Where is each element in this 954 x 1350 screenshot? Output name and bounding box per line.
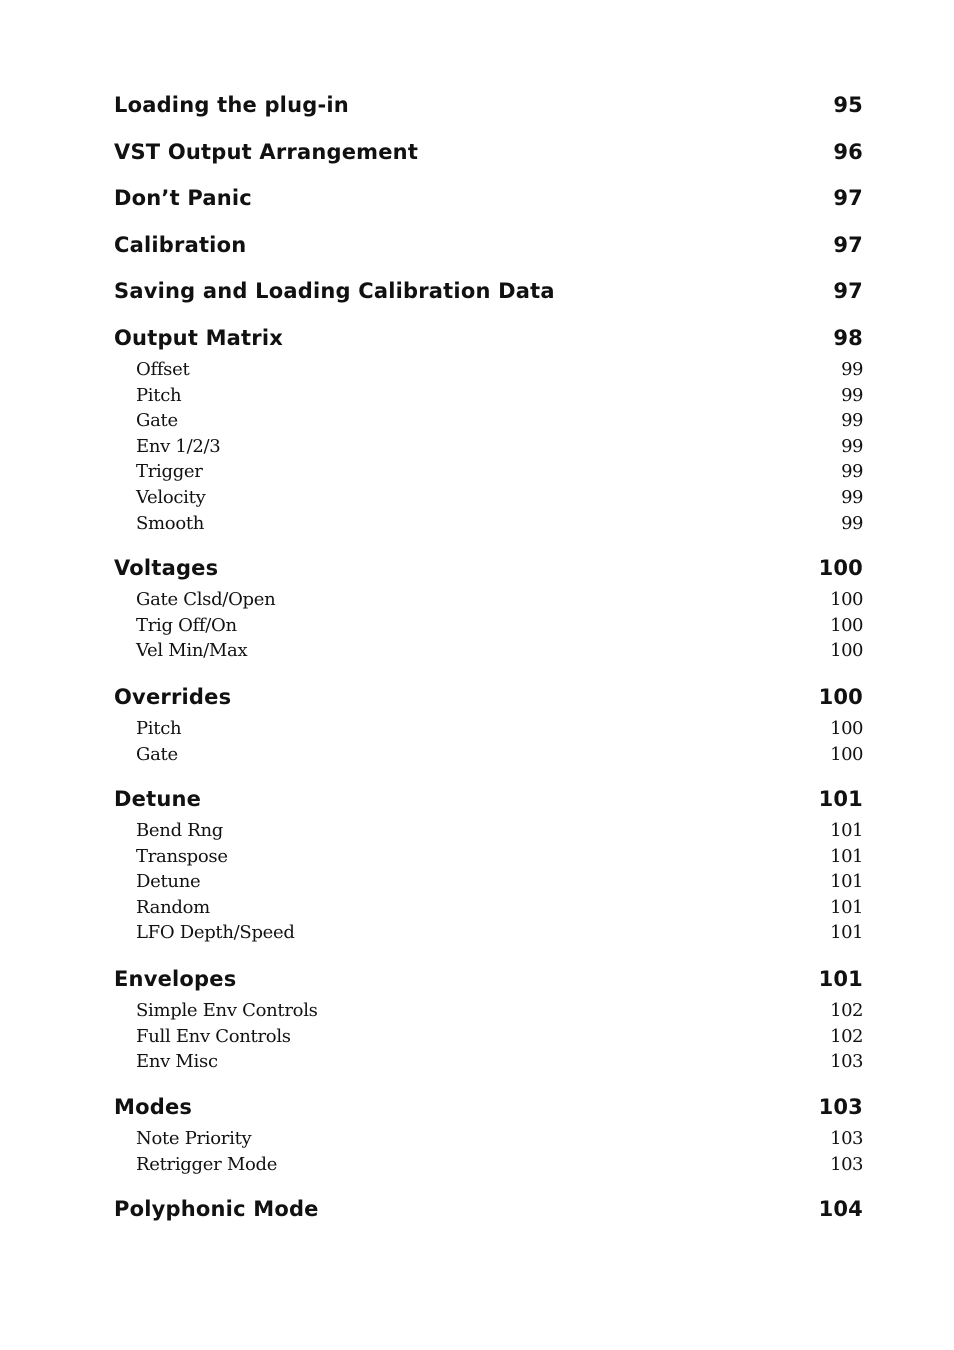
toc-entry-page-number: 100 — [830, 640, 863, 662]
toc-entry-title: Vel Min/Max — [136, 640, 248, 662]
toc-entry-page-number: 100 — [830, 718, 863, 739]
toc-entry-title: Full Env Controls — [136, 1025, 291, 1047]
toc-section-page-number: 103 — [818, 1095, 863, 1119]
toc-section[interactable] — [114, 276, 863, 306]
toc-section-page-number: 100 — [818, 556, 863, 580]
toc-entry[interactable] — [114, 895, 863, 921]
toc-entry-title: Env Misc — [136, 1051, 218, 1073]
toc-section-title: Don’t Panic — [114, 186, 252, 210]
toc-section-page-number: 101 — [818, 967, 863, 991]
toc-entry[interactable] — [114, 716, 863, 742]
toc-entry-page-number: 99 — [841, 461, 863, 483]
toc-entry[interactable] — [114, 511, 863, 537]
toc-entry[interactable] — [114, 869, 863, 895]
toc-entry-page-number: 101 — [830, 922, 863, 944]
toc-entry[interactable] — [114, 1049, 863, 1075]
toc-entry-page-number: 101 — [830, 820, 863, 841]
toc-entry-title: Pitch — [136, 718, 182, 739]
toc-entry[interactable] — [114, 587, 863, 613]
toc-section-page-number: 104 — [818, 1197, 863, 1221]
toc-section-page-number: 97 — [833, 186, 863, 210]
toc-entry[interactable] — [114, 818, 863, 844]
toc-section-page-number: 98 — [833, 326, 863, 350]
toc-entry-title: LFO Depth/Speed — [136, 922, 295, 944]
toc-entry[interactable] — [114, 613, 863, 639]
toc-entry-page-number: 103 — [830, 1128, 863, 1149]
toc-section-page-number: 96 — [833, 140, 863, 164]
toc-section-title: Envelopes — [114, 967, 237, 991]
toc-section-title: Calibration — [114, 233, 247, 257]
toc-entry[interactable] — [114, 1126, 863, 1152]
toc-section[interactable] — [114, 137, 863, 167]
toc-section-page-number: 95 — [833, 93, 863, 117]
toc-entry-page-number: 100 — [830, 743, 863, 765]
toc-entry-page-number: 100 — [830, 614, 863, 636]
toc-section[interactable] — [114, 682, 863, 712]
toc-entry[interactable] — [114, 1152, 863, 1178]
toc-entry[interactable] — [114, 998, 863, 1024]
toc-entry[interactable] — [114, 1024, 863, 1050]
toc-entry[interactable] — [114, 920, 863, 946]
toc-section-title: Loading the plug-in — [114, 93, 349, 117]
toc-section-page-number: 101 — [818, 787, 863, 811]
toc-section-page-number: 97 — [833, 279, 863, 303]
toc-entry-page-number: 99 — [841, 487, 863, 508]
toc-section-title: Overrides — [114, 685, 232, 709]
toc-section[interactable] — [114, 90, 863, 120]
toc-section[interactable] — [114, 183, 863, 213]
toc-section-title: Detune — [114, 787, 202, 811]
toc-entry-page-number: 103 — [830, 1153, 863, 1175]
toc-entry-title: Simple Env Controls — [136, 1000, 318, 1021]
toc-section[interactable] — [114, 323, 863, 353]
toc-entry-title: Bend Rng — [136, 820, 223, 841]
toc-entry-title: Gate — [136, 410, 178, 432]
toc-entry-page-number: 101 — [830, 896, 863, 918]
toc-entry[interactable] — [114, 742, 863, 768]
toc-entry[interactable] — [114, 434, 863, 460]
toc-entry-title: Note Priority — [136, 1128, 252, 1149]
toc-entry-page-number: 99 — [841, 410, 863, 432]
toc-entry-title: Gate Clsd/Open — [136, 589, 276, 610]
toc-entry[interactable] — [114, 459, 863, 485]
toc-entry-title: Transpose — [136, 845, 228, 867]
toc-section-title: Voltages — [114, 556, 219, 580]
toc-entry[interactable] — [114, 638, 863, 664]
toc-entry-title: Detune — [136, 871, 201, 893]
toc-entry-page-number: 101 — [830, 871, 863, 893]
toc-entry-title: Pitch — [136, 384, 182, 406]
toc-section[interactable] — [114, 553, 863, 583]
toc-entry-page-number: 99 — [841, 384, 863, 406]
toc-section-title: Saving and Loading Calibration Data — [114, 279, 555, 303]
toc-entry-page-number: 101 — [830, 845, 863, 867]
toc-section-title: Modes — [114, 1095, 193, 1119]
toc-section[interactable] — [114, 1194, 863, 1224]
toc-section[interactable] — [114, 964, 863, 994]
toc-section[interactable] — [114, 1092, 863, 1122]
toc-entry-page-number: 99 — [841, 512, 863, 534]
toc-entry-title: Env 1/2/3 — [136, 435, 221, 457]
toc-entry-page-number: 99 — [841, 435, 863, 457]
toc-entry-title: Smooth — [136, 512, 205, 534]
toc-entry-page-number: 103 — [830, 1051, 863, 1073]
toc-section-title: VST Output Arrangement — [114, 140, 419, 164]
toc-entry-title: Random — [136, 896, 210, 918]
toc-section[interactable] — [114, 784, 863, 814]
toc-entry-title: Velocity — [136, 487, 206, 508]
toc-section[interactable] — [114, 230, 863, 260]
toc-entry[interactable] — [114, 383, 863, 409]
toc-entry-title: Offset — [136, 359, 190, 380]
toc-entry[interactable] — [114, 408, 863, 434]
toc-entry[interactable] — [114, 485, 863, 511]
toc-entry-title: Gate — [136, 743, 178, 765]
toc-section-page-number: 100 — [818, 685, 863, 709]
toc-entry-page-number: 100 — [830, 589, 863, 610]
toc-section-page-number: 97 — [833, 233, 863, 257]
toc-entry-page-number: 99 — [841, 359, 863, 380]
toc-entry[interactable] — [114, 844, 863, 870]
toc-entry-title: Trig Off/On — [136, 614, 237, 636]
toc-section-title: Output Matrix — [114, 326, 283, 350]
toc-entry[interactable] — [114, 357, 863, 383]
toc-entry-title: Trigger — [136, 461, 203, 483]
toc-section-title: Polyphonic Mode — [114, 1197, 319, 1221]
toc-entry-page-number: 102 — [830, 1025, 863, 1047]
toc-entry-title: Retrigger Mode — [136, 1153, 278, 1175]
toc-entry-page-number: 102 — [830, 1000, 863, 1021]
